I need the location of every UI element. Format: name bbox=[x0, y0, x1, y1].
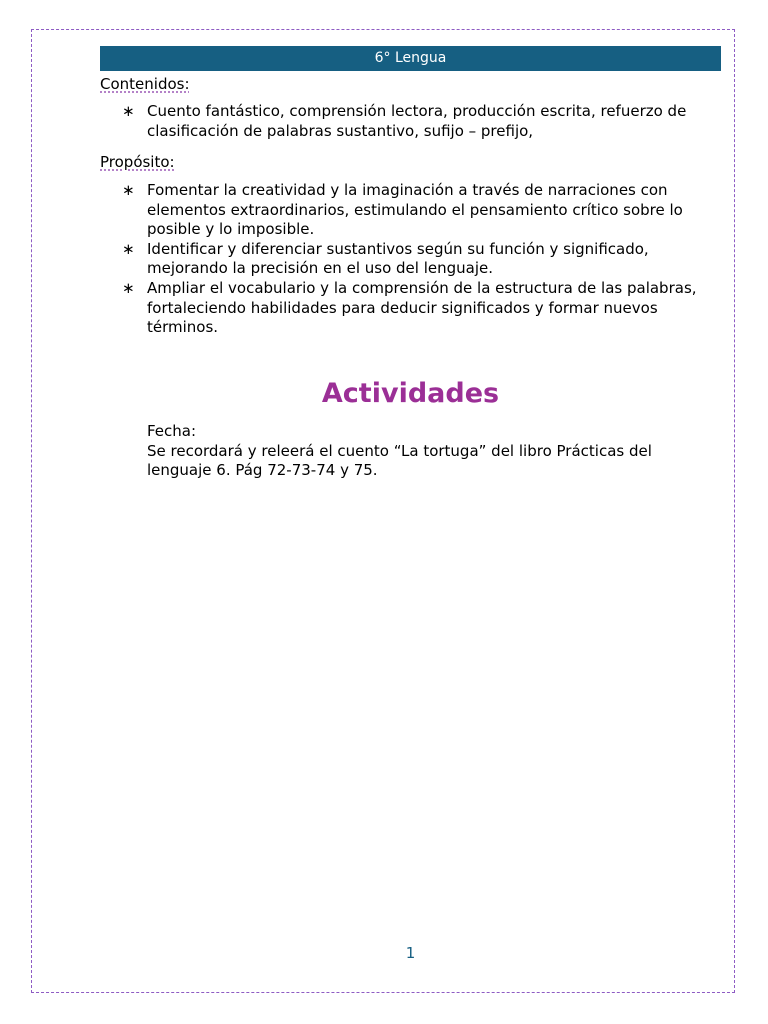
proposito-item bbox=[100, 181, 720, 240]
bullet-star-icon: ∗ bbox=[122, 278, 135, 297]
proposito-list bbox=[100, 181, 720, 338]
proposito-item bbox=[100, 279, 720, 338]
contenidos-item-text: Cuento fantástico, comprensión lectora, producción escrita, refuerzo de clasificación de palabras sustantivo, sufijo – prefijo, bbox=[147, 102, 687, 140]
contenidos-label: Contenidos: bbox=[100, 75, 190, 93]
bullet-star-icon: ∗ bbox=[122, 102, 135, 120]
proposito-label: Propósito: bbox=[100, 153, 175, 171]
contenidos-list bbox=[100, 102, 720, 141]
actividades-title: Actividades bbox=[321, 378, 500, 409]
page-number: 1 bbox=[405, 944, 416, 962]
proposito-item-text: Fomentar la creatividad y la imaginación a través de narraciones con elementos extraordinarios, estimulando el pensamiento crítico sobre lo posible y lo imposible. bbox=[147, 181, 683, 239]
contenidos-item bbox=[100, 102, 720, 141]
bullet-star-icon: ∗ bbox=[122, 239, 135, 258]
bullet-star-icon: ∗ bbox=[122, 181, 135, 199]
header-title: 6° Lengua bbox=[374, 50, 447, 66]
proposito-item-text: Identificar y diferenciar sustantivos según su función y significado, mejorando la precisión en el uso del lenguaje. bbox=[147, 239, 649, 278]
proposito-item-text: Ampliar el vocabulario y la comprensión de la estructura de las palabras, fortaleciendo habilidades para deducir significados y formar nuevos términos. bbox=[147, 278, 697, 337]
actividad-description: Se recordará y releerá el cuento “La tortuga” del libro Prácticas del lenguaje 6. Pág 72-73-74 y 75. bbox=[147, 441, 652, 480]
fecha-label: Fecha: bbox=[147, 422, 197, 440]
proposito-item bbox=[100, 240, 720, 279]
actividades-body bbox=[147, 422, 717, 481]
page-border bbox=[31, 29, 735, 993]
header-title-bar bbox=[100, 46, 721, 71]
